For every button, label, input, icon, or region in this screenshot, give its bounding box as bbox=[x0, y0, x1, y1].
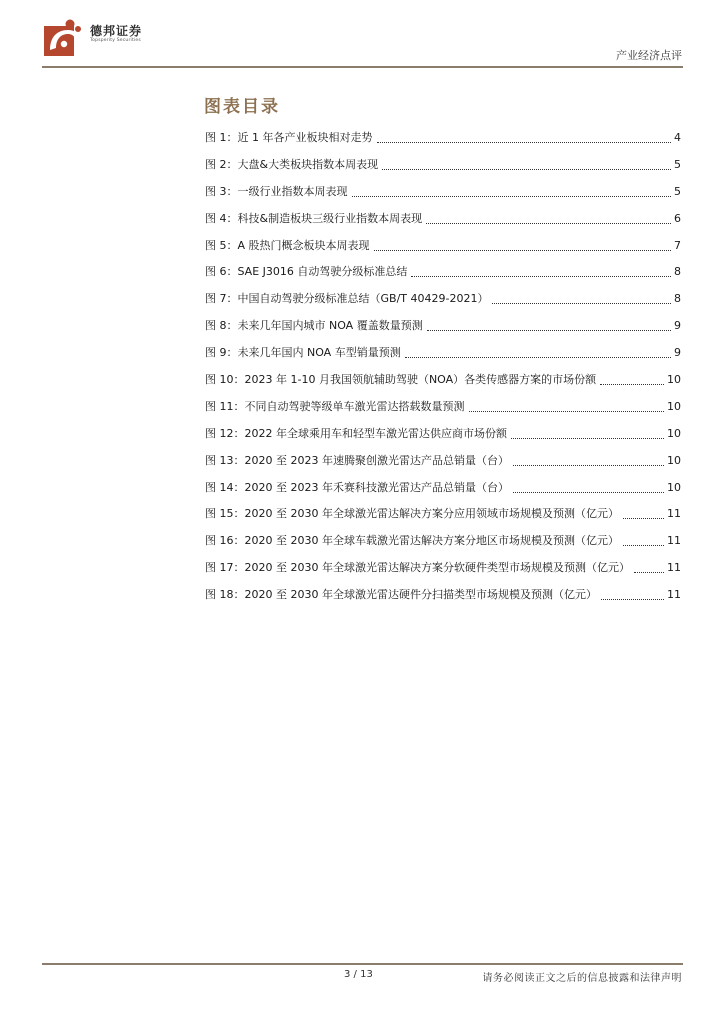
toc-entry-page: 10 bbox=[667, 480, 681, 494]
toc-entry-page: 7 bbox=[674, 238, 681, 252]
toc-entry[interactable] bbox=[205, 128, 681, 155]
toc-leader-dots bbox=[405, 343, 671, 358]
toc-entry-page: 9 bbox=[674, 319, 681, 333]
page-header bbox=[0, 0, 724, 70]
toc-leader-dots bbox=[411, 262, 671, 277]
toc-entry-page: 11 bbox=[667, 507, 681, 521]
toc-leader-dots bbox=[382, 155, 671, 170]
toc-entry[interactable] bbox=[205, 531, 681, 558]
toc-entry-page: 5 bbox=[674, 157, 681, 171]
toc-entry[interactable] bbox=[205, 236, 681, 263]
toc-leader-dots bbox=[377, 128, 672, 143]
toc-leader-dots bbox=[427, 316, 671, 331]
toc-entry-page: 11 bbox=[667, 534, 681, 548]
logo-name-en: Topsperity Securities bbox=[90, 38, 141, 43]
toc-entry-label: 图 3：一级行业指数本周表现 bbox=[205, 184, 348, 198]
toc-entry-label: 图 15：2020 至 2030 年全球激光雷达解决方案分应用领域市场规模及预测（亿元） bbox=[205, 507, 619, 521]
toc-entry[interactable] bbox=[205, 424, 681, 451]
toc-leader-dots bbox=[623, 531, 664, 546]
toc-leader-dots bbox=[511, 424, 664, 439]
toc-leader-dots bbox=[513, 478, 664, 493]
toc-entry[interactable] bbox=[205, 585, 681, 612]
toc-entry-page: 10 bbox=[667, 453, 681, 467]
page-number: 3 / 13 bbox=[344, 969, 373, 980]
toc-entry-label: 图 2：大盘&大类板块指数本周表现 bbox=[205, 157, 379, 171]
toc-entry-page: 11 bbox=[667, 561, 681, 575]
toc-leader-dots bbox=[634, 558, 664, 573]
toc-entry-label: 图 1：近 1 年各产业板块相对走势 bbox=[205, 131, 373, 144]
toc-entry[interactable] bbox=[205, 155, 681, 182]
footer-divider bbox=[42, 963, 683, 965]
toc-entry[interactable] bbox=[205, 182, 681, 209]
toc-entry-label: 图 12：2022 年全球乘用车和轻型车激光雷达供应商市场份额 bbox=[205, 426, 507, 440]
toc-entry-label: 图 11：不同自动驾驶等级单车激光雷达搭载数量预测 bbox=[205, 399, 465, 413]
logo-name-cn: 德邦证券 bbox=[90, 24, 143, 38]
toc-entry[interactable] bbox=[205, 370, 681, 397]
toc-entry[interactable] bbox=[205, 558, 681, 585]
toc-leader-dots bbox=[469, 397, 665, 412]
toc-entry-label: 图 4：科技&制造板块三级行业指数本周表现 bbox=[205, 211, 423, 225]
toc-entry-page: 10 bbox=[667, 426, 681, 440]
toc-list bbox=[205, 128, 681, 612]
toc-entry[interactable] bbox=[205, 262, 681, 289]
footer-disclaimer: 请务必阅读正文之后的信息披露和法律声明 bbox=[482, 973, 682, 984]
toc-entry-label: 图 6：SAE J3016 自动驾驶分级标准总结 bbox=[205, 265, 408, 279]
header-divider bbox=[42, 66, 683, 68]
toc-leader-dots bbox=[600, 370, 664, 385]
toc-entry[interactable] bbox=[205, 289, 681, 316]
toc-entry-label: 图 9：未来几年国内 NOA 车型销量预测 bbox=[205, 346, 401, 360]
toc-entry-page: 9 bbox=[674, 346, 681, 360]
toc-entry[interactable] bbox=[205, 451, 681, 478]
toc-entry[interactable] bbox=[205, 478, 681, 505]
toc-leader-dots bbox=[492, 289, 671, 304]
toc-title: 图表目录 bbox=[204, 97, 280, 117]
company-logo-icon bbox=[44, 18, 84, 56]
toc-entry-label: 图 5：A 股热门概念板块本周表现 bbox=[205, 238, 370, 252]
toc-leader-dots bbox=[374, 236, 671, 251]
toc-entry[interactable] bbox=[205, 504, 681, 531]
toc-entry[interactable] bbox=[205, 316, 681, 343]
toc-entry-label: 图 10：2023 年 1-10 月我国领航辅助驾驶（NOA）各类传感器方案的市场份额 bbox=[205, 373, 597, 387]
toc-entry-page: 10 bbox=[667, 399, 681, 413]
toc-entry-label: 图 18：2020 至 2030 年全球激光雷达硬件分扫描类型市场规模及预测（亿元） bbox=[205, 588, 597, 602]
toc-entry-label: 图 13：2020 至 2023 年速腾聚创激光雷达产品总销量（台） bbox=[205, 453, 509, 467]
toc-entry-page: 5 bbox=[674, 184, 681, 198]
toc-entry-page: 11 bbox=[667, 588, 681, 602]
toc-entry-label: 图 14：2020 至 2023 年禾赛科技激光雷达产品总销量（台） bbox=[205, 480, 509, 494]
toc-entry-label: 图 17：2020 至 2030 年全球激光雷达解决方案分软硬件类型市场规模及预测（亿元） bbox=[205, 561, 630, 575]
toc-entry[interactable] bbox=[205, 343, 681, 370]
toc-leader-dots bbox=[623, 504, 664, 519]
toc-entry-page: 8 bbox=[674, 265, 681, 279]
toc-entry-page: 10 bbox=[667, 373, 681, 387]
toc-entry[interactable] bbox=[205, 397, 681, 424]
toc-entry-page: 6 bbox=[674, 211, 681, 225]
toc-leader-dots bbox=[352, 182, 672, 197]
toc-leader-dots bbox=[426, 209, 671, 224]
toc-entry[interactable] bbox=[205, 209, 681, 236]
toc-entry-label: 图 7：中国自动驾驶分级标准总结（GB/T 40429-2021） bbox=[205, 292, 489, 306]
toc-leader-dots bbox=[601, 585, 664, 600]
toc-entry-page: 8 bbox=[674, 292, 681, 306]
report-type-label: 产业经济点评 bbox=[616, 49, 682, 62]
toc-entry-label: 图 8：未来几年国内城市 NOA 覆盖数量预测 bbox=[205, 319, 423, 333]
toc-entry-label: 图 16：2020 至 2030 年全球车载激光雷达解决方案分地区市场规模及预测（亿元） bbox=[205, 534, 619, 548]
toc-leader-dots bbox=[513, 451, 664, 466]
toc-entry-page: 4 bbox=[674, 131, 681, 144]
